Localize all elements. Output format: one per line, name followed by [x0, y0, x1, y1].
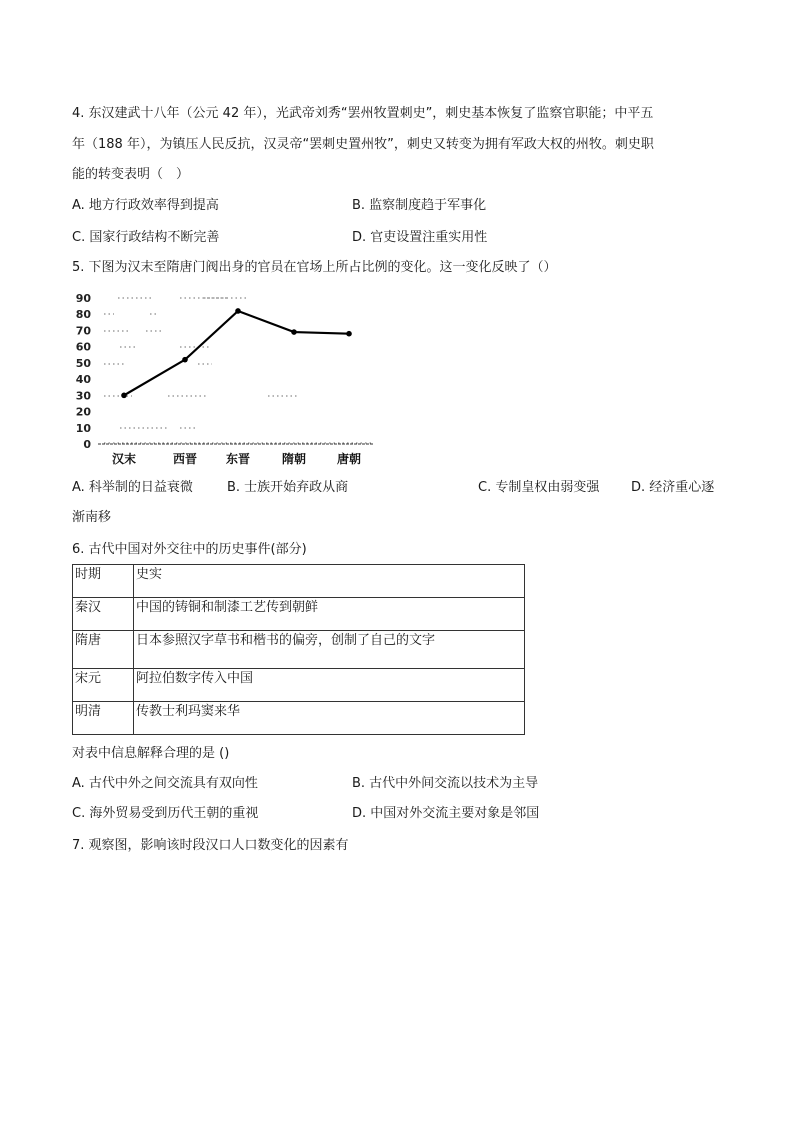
table-header-row [73, 565, 525, 598]
q5-option-a: A. 科举制的日益衰微 [72, 480, 193, 495]
table-cell-period: 明清 [73, 702, 134, 735]
table-row [73, 669, 525, 702]
y-tick-label: 20 [75, 405, 91, 419]
q6-option-a: A. 古代中外之间交流具有双向性 [72, 776, 258, 791]
q6-option-d: D. 中国对外交流主要对象是邻国 [352, 806, 540, 821]
q4-stem-line-2: 年（188 年），为镇压人民反抗，汉灵帝“罢刺史置州牧”，刺史又转变为拥有军政大权的州牧。刺史职 [72, 137, 654, 152]
table-row [73, 702, 525, 735]
q7-stem: 7. 观察图，影响该时段汉口人口数变化的因素有 [72, 838, 349, 853]
table-header-fact: 史实 [134, 565, 525, 598]
y-axis-tick-labels [76, 292, 92, 451]
q4-option-c: C. 国家行政结构不断完善 [72, 230, 220, 245]
chart-series [121, 308, 352, 398]
data-point [235, 308, 241, 314]
official-ratio-line-chart [68, 286, 378, 470]
y-tick-label: 80 [75, 308, 91, 322]
q5-option-c: C. 专制皇权由弱变强 [478, 480, 600, 495]
q4-option-b: B. 监察制度趋于军事化 [352, 198, 487, 213]
table-cell-fact: 传教士利玛窦来华 [134, 702, 525, 735]
x-tick-label: 西晋 [172, 452, 198, 466]
y-tick-label: 90 [75, 292, 91, 305]
table-cell-fact: 日本参照汉字草书和楷书的偏旁，创制了自己的文字 [134, 631, 525, 669]
q4-stem-line-3: 能的转变表明（ ） [72, 167, 190, 182]
series-line [124, 311, 349, 395]
q4-option-a: A. 地方行政效率得到提高 [72, 198, 219, 213]
y-tick-label: 0 [83, 438, 91, 451]
x-axis-category-labels [112, 451, 361, 466]
data-point [291, 329, 297, 335]
q5-option-b: B. 士族开始弃政从商 [227, 480, 349, 495]
q5-option-d-continued: 渐南移 [72, 510, 112, 525]
x-tick-label: 唐朝 [336, 452, 362, 466]
data-point [121, 393, 127, 399]
table-cell-period: 隋唐 [73, 631, 134, 669]
chart-background-dots [104, 298, 374, 443]
x-tick-label: 隋朝 [281, 452, 307, 466]
q4-stem-line-1: 4. 东汉建武十八年（公元 42 年），光武帝刘秀“罢州牧置刺史”，刺史基本恢复了监察官职能；中平五 [72, 106, 654, 121]
y-tick-label: 50 [75, 356, 91, 370]
q5-stem: 5. 下图为汉末至隋唐门阀出身的官员在官场上所占比例的变化。这一变化反映了（） [72, 260, 557, 275]
table-cell-period: 宋元 [73, 669, 134, 702]
q6-option-c: C. 海外贸易受到历代王朝的重视 [72, 806, 259, 821]
data-point [182, 357, 188, 363]
y-tick-label: 10 [75, 421, 91, 435]
q6-question: 对表中信息解释合理的是 () [72, 746, 230, 761]
y-tick-label: 60 [75, 340, 91, 354]
table-row [73, 598, 525, 631]
q6-option-b: B. 古代中外间交流以技术为主导 [352, 776, 539, 791]
table-header-period: 时期 [73, 565, 134, 598]
x-tick-label: 汉末 [111, 452, 137, 466]
data-point [346, 331, 352, 337]
y-tick-label: 70 [75, 324, 91, 338]
q4-option-d: D. 官吏设置注重实用性 [352, 230, 488, 245]
table-row [73, 631, 525, 669]
q5-option-d: D. 经济重心逐 [631, 480, 715, 495]
table-cell-fact: 阿拉伯数字传入中国 [134, 669, 525, 702]
y-tick-label: 30 [75, 389, 91, 403]
history-events-table [72, 564, 525, 735]
table-cell-period: 秦汉 [73, 598, 134, 631]
q6-stem: 6. 古代中国对外交往中的历史事件(部分) [72, 542, 307, 557]
y-tick-label: 40 [75, 373, 91, 387]
table-cell-fact: 中国的铸铜和制漆工艺传到朝鲜 [134, 598, 525, 631]
x-tick-label: 东晋 [225, 452, 251, 466]
